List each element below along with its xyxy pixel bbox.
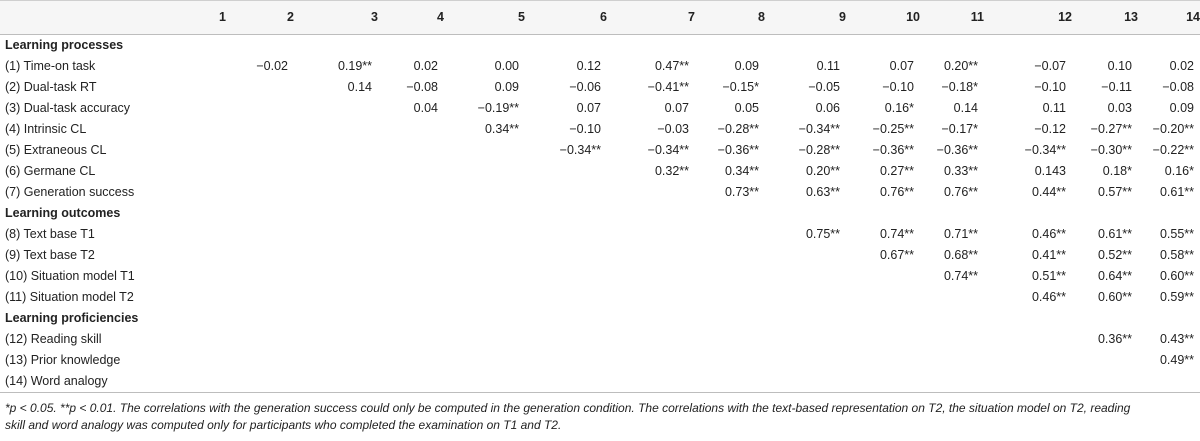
table-cell [444,350,525,371]
table-cell: 0.63** [805,185,840,199]
table-cell [378,350,444,371]
table-cell: −0.34** [1024,143,1066,157]
table-row [0,98,1200,119]
table-cell [140,287,226,308]
column-header-14: 14 [1138,1,1200,35]
table-cell [226,245,294,266]
table-row [0,350,1200,371]
table-cell: −0.18* [941,80,978,94]
table-cell [765,287,846,308]
table-cell [984,350,1072,371]
column-header-10: 10 [846,1,920,35]
table-cell [695,329,765,350]
table-cell [444,266,525,287]
table-cell: −0.10 [1034,80,1066,94]
table-cell [607,329,695,350]
table-row [0,77,1200,98]
table-cell: −0.36** [936,143,978,157]
table-cell [984,371,1072,393]
row-label: (6) Germane CL [5,164,96,178]
table-cell: 0.52** [1097,248,1132,262]
table-cell [378,287,444,308]
table-cell: −0.11 [1101,80,1132,94]
table-cell: −0.34** [798,122,840,136]
table-cell: −0.22** [1152,143,1194,157]
table-cell [140,350,226,371]
table-cell [226,140,294,161]
table-cell: 0.51** [1031,269,1066,283]
table-cell [378,182,444,203]
table-cell: 0.74** [879,227,914,241]
table-cell: −0.15* [722,80,759,94]
table-cell: 0.74** [943,269,978,283]
table-cell: 0.09 [734,59,759,73]
table-cell [294,140,378,161]
table-cell: 0.49** [1159,353,1194,367]
row-label: (4) Intrinsic CL [5,122,87,136]
section-heading: Learning proficiencies [5,311,139,325]
table-cell: −0.30** [1090,143,1132,157]
table-cell: 0.06 [815,101,840,115]
table-cell: 0.07 [664,101,689,115]
column-header-6: 6 [525,1,607,35]
table-cell [294,287,378,308]
table-row [0,371,1200,393]
table-cell: 0.61** [1159,185,1194,199]
table-cell [846,266,920,287]
table-cell: −0.34** [559,143,601,157]
table-cell: 0.143 [1034,164,1066,178]
table-cell: 0.34** [724,164,759,178]
table-cell [765,350,846,371]
table-cell [444,287,525,308]
table-cell [765,329,846,350]
table-cell [378,161,444,182]
table-cell [607,245,695,266]
table-cell [444,140,525,161]
table-cell [294,245,378,266]
table-cell [695,350,765,371]
row-label: (1) Time-on task [5,59,96,73]
column-header-4: 4 [378,1,444,35]
column-header-12: 12 [984,1,1072,35]
row-label: (3) Dual-task accuracy [5,101,131,115]
table-cell: 0.47** [654,59,689,73]
table-cell: −0.34** [647,143,689,157]
table-cell [846,350,920,371]
table-cell [846,329,920,350]
table-cell [607,287,695,308]
table-cell: 0.12 [576,59,601,73]
table-cell [607,224,695,245]
table-cell: −0.25** [872,122,914,136]
section-row [0,203,1200,224]
table-row [0,182,1200,203]
table-cell [140,77,226,98]
table-cell [607,182,695,203]
table-cell [607,266,695,287]
table-cell [378,266,444,287]
table-cell: 0.76** [879,185,914,199]
table-cell: 0.04 [413,101,438,115]
table-cell: 0.02 [1169,59,1194,73]
table-cell: 0.41** [1031,248,1066,262]
table-row [0,329,1200,350]
column-header-label [0,1,140,35]
table-cell: 0.16* [1164,164,1194,178]
table-header [0,1,1200,35]
table-cell [695,371,765,393]
table-cell [765,371,846,393]
table-cell: −0.10 [569,122,601,136]
table-cell [525,182,607,203]
table-cell: 0.02 [413,59,438,73]
table-cell [140,224,226,245]
table-cell [525,161,607,182]
table-cell [525,371,607,393]
table-cell [444,329,525,350]
column-header-13: 13 [1072,1,1138,35]
table-cell: −0.06 [569,80,601,94]
table-cell [444,224,525,245]
row-label: (10) Situation model T1 [5,269,135,283]
table-cell: 0.03 [1107,101,1132,115]
table-row [0,287,1200,308]
table-cell [140,161,226,182]
table-cell: 0.18* [1102,164,1132,178]
table-cell [695,224,765,245]
table-cell [294,182,378,203]
table-cell: 0.71** [943,227,978,241]
table-cell: 0.58** [1159,248,1194,262]
table-row [0,119,1200,140]
table-cell [920,329,984,350]
table-cell: 0.64** [1097,269,1132,283]
table-cell [765,245,846,266]
table-cell: 0.46** [1031,227,1066,241]
table-cell [294,161,378,182]
table-cell: 0.59** [1159,290,1194,304]
row-label: (2) Dual-task RT [5,80,97,94]
table-cell [525,350,607,371]
table-cell [525,287,607,308]
table-cell: −0.03 [657,122,689,136]
table-cell [226,98,294,119]
table-cell: 0.14 [953,101,978,115]
table-cell [1072,371,1138,393]
table-cell: −0.19** [477,101,519,115]
table-cell: 0.07 [576,101,601,115]
column-header-5: 5 [444,1,525,35]
row-label: (7) Generation success [5,185,135,199]
table-cell: 0.19** [337,59,372,73]
table-cell: 0.44** [1031,185,1066,199]
table-cell [444,245,525,266]
column-header-3: 3 [294,1,378,35]
table-row [0,245,1200,266]
table-cell: −0.28** [717,122,759,136]
table-cell: 0.11 [816,59,840,73]
table-cell: −0.27** [1090,122,1132,136]
table-cell: −0.08 [1162,80,1194,94]
table-cell: 0.20** [943,59,978,73]
table-cell: 0.20** [805,164,840,178]
table-cell [846,287,920,308]
table-cell: −0.02 [256,59,288,73]
table-cell [226,329,294,350]
table-cell: 0.55** [1159,227,1194,241]
table-cell [695,287,765,308]
footnote-line-2: skill and word analogy was computed only for participants who completed the examination on T1 and T2. [5,418,562,432]
column-header-2: 2 [226,1,294,35]
table-cell [226,287,294,308]
table-row [0,56,1200,77]
table-cell [294,98,378,119]
table-cell: 0.46** [1031,290,1066,304]
table-cell [378,329,444,350]
table-cell: 0.57** [1097,185,1132,199]
table-cell [444,161,525,182]
table-row [0,266,1200,287]
table-cell: −0.20** [1152,122,1194,136]
table-cell: 0.32** [654,164,689,178]
table-cell [984,329,1072,350]
table-cell [294,350,378,371]
table-cell [525,245,607,266]
table-cell: −0.28** [798,143,840,157]
table-cell: 0.36** [1097,332,1132,346]
table-cell [140,119,226,140]
table-cell [378,140,444,161]
table-cell: −0.08 [406,80,438,94]
column-header-8: 8 [695,1,765,35]
table-cell [378,245,444,266]
table-cell: −0.36** [872,143,914,157]
section-row [0,35,1200,57]
table-row [0,224,1200,245]
table-cell [140,266,226,287]
table-cell [140,140,226,161]
table-cell [525,224,607,245]
table-cell [294,266,378,287]
row-label: (11) Situation model T2 [5,290,134,304]
table-row [0,140,1200,161]
table-cell: 0.34** [484,122,519,136]
table-cell [920,371,984,393]
table-cell [226,266,294,287]
column-header-7: 7 [607,1,695,35]
table-cell [378,224,444,245]
table-cell: 0.09 [1169,101,1194,115]
table-cell: 0.10 [1107,59,1132,73]
table-cell [226,371,294,393]
table-cell [226,77,294,98]
row-label: (12) Reading skill [5,332,102,346]
table-body [0,35,1200,393]
table-cell: 0.75** [805,227,840,241]
table-cell: 0.14 [347,80,372,94]
table-cell [140,245,226,266]
table-cell [1072,350,1138,371]
column-header-11: 11 [920,1,984,35]
row-label: (8) Text base T1 [5,227,95,241]
table-cell [378,119,444,140]
table-cell: 0.61** [1097,227,1132,241]
table-cell: 0.27** [879,164,914,178]
column-header-9: 9 [765,1,846,35]
table-cell: −0.07 [1034,59,1066,73]
table-cell [695,266,765,287]
table-cell [607,371,695,393]
table-cell [140,371,226,393]
table-cell: 0.67** [879,248,914,262]
table-cell: 0.60** [1159,269,1194,283]
table-cell [525,266,607,287]
table-cell: −0.17* [941,122,978,136]
table-cell [140,98,226,119]
table-cell: 0.09 [494,80,519,94]
table-footnote [5,400,1195,434]
table-cell [695,245,765,266]
table-cell [226,224,294,245]
table-cell [226,119,294,140]
table-cell [294,329,378,350]
table-cell: 0.05 [734,101,759,115]
table-cell: 0.33** [943,164,978,178]
table-cell: 0.76** [943,185,978,199]
table-cell: −0.05 [808,80,840,94]
table-cell [525,329,607,350]
table-cell [294,224,378,245]
table-cell [226,182,294,203]
table-cell [378,371,444,393]
section-heading: Learning outcomes [5,206,121,220]
table-cell [607,350,695,371]
table-cell [226,350,294,371]
table-cell: 0.07 [889,59,914,73]
row-label: (9) Text base T2 [5,248,95,262]
table-cell [846,371,920,393]
table-cell: −0.36** [717,143,759,157]
table-cell [294,119,378,140]
table-cell [444,371,525,393]
section-heading: Learning processes [5,38,124,52]
table-cell: −0.10 [882,80,914,94]
table-cell: 0.00 [494,59,519,73]
table-cell [226,161,294,182]
table-cell [1138,371,1200,393]
row-label: (5) Extraneous CL [5,143,107,157]
table-cell [920,350,984,371]
table-cell [444,182,525,203]
table-cell: −0.41** [647,80,689,94]
table-cell [140,329,226,350]
table-cell [294,371,378,393]
table-cell [140,182,226,203]
table-cell: 0.68** [943,248,978,262]
table-cell: 0.60** [1097,290,1132,304]
table-cell: 0.43** [1159,332,1194,346]
table-cell: 0.11 [1042,101,1066,115]
table-cell: −0.12 [1034,122,1066,136]
table-cell [765,266,846,287]
row-label: (14) Word analogy [0,371,140,393]
row-label: (13) Prior knowledge [5,353,121,367]
table-cell: 0.73** [724,185,759,199]
table-row [0,161,1200,182]
footnote-line-1: *p < 0.05. **p < 0.01. The correlations with the generation success could only be computed in the generation condition. The correlations with the text-based representation on T2, the situation model on T2, reading [5,401,1131,415]
section-row [0,308,1200,329]
table-cell: 0.16* [884,101,914,115]
column-header-1: 1 [140,1,226,35]
table-cell [920,287,984,308]
table-cell [140,56,226,77]
